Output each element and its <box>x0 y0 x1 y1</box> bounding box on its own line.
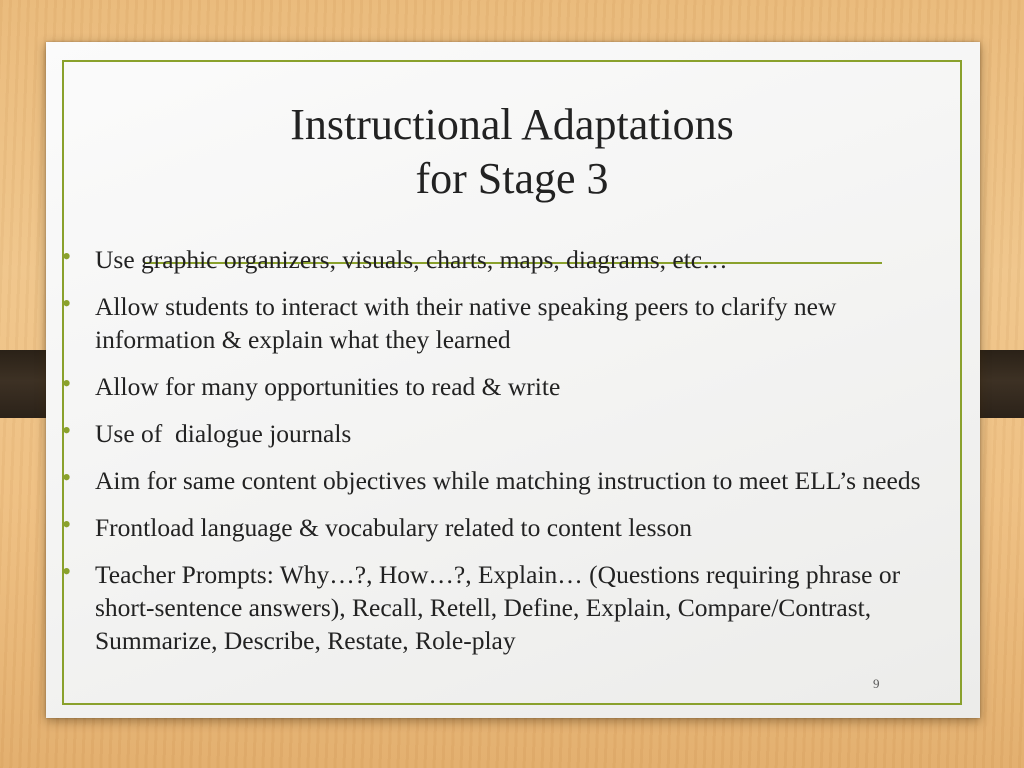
slide-title-line-2: for Stage 3 <box>415 154 609 203</box>
bullet-item <box>62 416 955 450</box>
bullet-dot-icon: • <box>62 557 72 586</box>
bullet-text: Frontload language & vocabulary related to content lesson <box>95 513 692 542</box>
bullet-item <box>62 242 955 276</box>
slide-title <box>62 98 962 206</box>
bullet-item <box>62 510 955 544</box>
page-number: 9 <box>873 676 880 691</box>
bullet-dot-icon: • <box>62 416 72 445</box>
bullet-text: Teacher Prompts: Why…?, How…?, Explain… (Questions requiring phrase or short-sentence answers), Recall, Retell, Define, Explain, Compare/Contrast, Summarize, Describe, Restate, Role-play <box>95 560 901 655</box>
bullet-item <box>62 557 955 657</box>
bullet-item <box>62 369 955 403</box>
bullet-text: Allow for many opportunities to read & write <box>95 372 561 401</box>
bullet-dot-icon: • <box>62 242 72 271</box>
bullet-text: Use of dialogue journals <box>95 419 352 448</box>
bullet-dot-icon: • <box>62 510 72 539</box>
bullet-item <box>62 463 955 497</box>
slide-title-line-1: Instructional Adaptations <box>290 100 734 149</box>
bullet-text: Aim for same content objectives while matching instruction to meet ELL’s needs <box>95 466 921 495</box>
bullet-dot-icon: • <box>62 463 72 492</box>
bullet-list <box>62 242 955 671</box>
bullet-text: Use graphic organizers, visuals, charts, maps, diagrams, etc… <box>95 245 728 274</box>
bullet-dot-icon: • <box>62 369 72 398</box>
bullet-text: Allow students to interact with their native speaking peers to clarify new information & explain what they learned <box>95 292 837 354</box>
bullet-item <box>62 289 955 356</box>
bullet-dot-icon: • <box>62 289 72 318</box>
